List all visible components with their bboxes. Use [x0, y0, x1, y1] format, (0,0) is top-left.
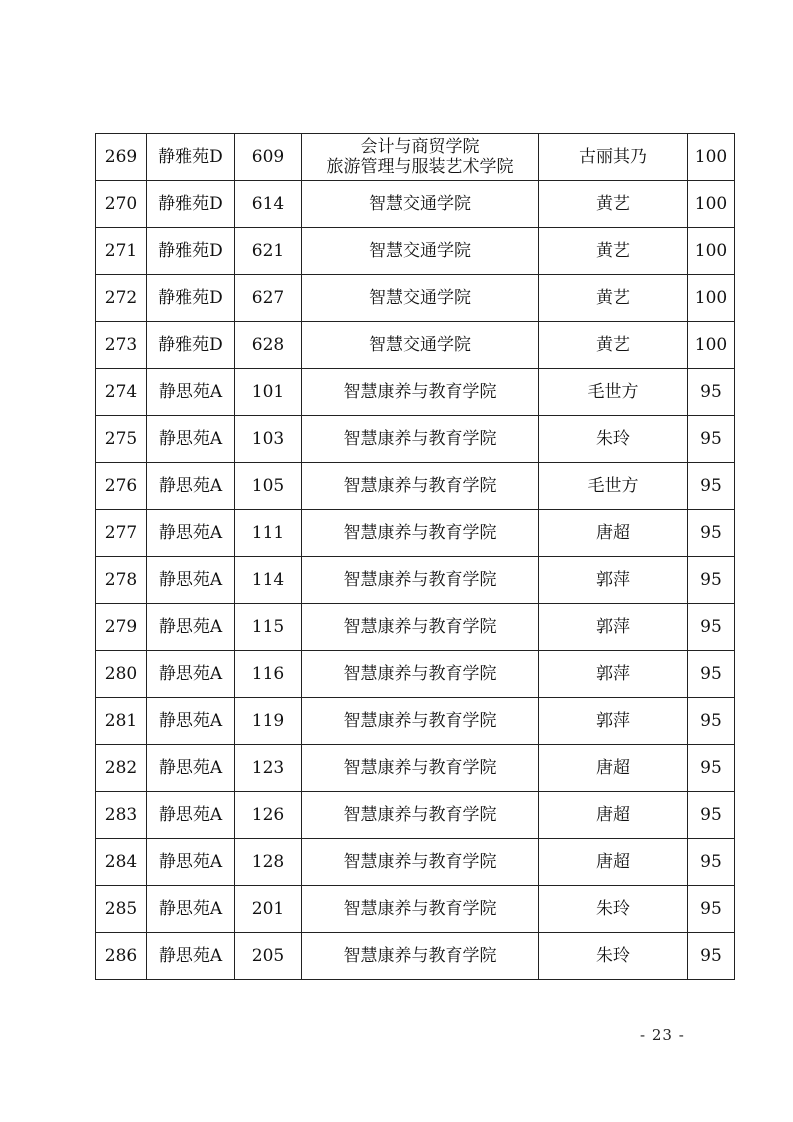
- row-number-cell: 282: [96, 745, 147, 792]
- room-cell: 201: [235, 886, 302, 933]
- building-cell: 静思苑A: [147, 651, 235, 698]
- department-cell: [302, 275, 539, 322]
- department-name: 智慧康养与教育学院: [343, 805, 497, 825]
- department-name: 智慧交通学院: [369, 288, 471, 308]
- building-cell: 静雅苑D: [147, 228, 235, 275]
- building-cell: 静雅苑D: [147, 275, 235, 322]
- row-number-cell: 275: [96, 416, 147, 463]
- department-cell: [302, 134, 539, 181]
- department-name: 智慧康养与教育学院: [343, 711, 497, 731]
- department-name: 智慧康养与教育学院: [343, 382, 497, 402]
- department-cell: [302, 792, 539, 839]
- department-name: 智慧交通学院: [369, 194, 471, 214]
- department-name: 智慧康养与教育学院: [343, 570, 497, 590]
- building-cell: 静思苑A: [147, 369, 235, 416]
- person-cell: 唐超: [539, 745, 688, 792]
- department-name: 智慧康养与教育学院: [343, 758, 497, 778]
- dormitory-score-table: [95, 133, 735, 980]
- department-cell: [302, 886, 539, 933]
- room-cell: 116: [235, 651, 302, 698]
- person-cell: 唐超: [539, 792, 688, 839]
- row-number-cell: 271: [96, 228, 147, 275]
- row-number-cell: 277: [96, 510, 147, 557]
- row-number-cell: 276: [96, 463, 147, 510]
- person-cell: 朱玲: [539, 886, 688, 933]
- building-cell: 静雅苑D: [147, 181, 235, 228]
- score-cell: 95: [688, 745, 735, 792]
- table-row: [96, 839, 735, 886]
- score-cell: 95: [688, 886, 735, 933]
- person-cell: 毛世方: [539, 369, 688, 416]
- row-number-cell: 281: [96, 698, 147, 745]
- person-cell: 郭萍: [539, 651, 688, 698]
- department-name: 智慧康养与教育学院: [343, 617, 497, 637]
- department-cell: [302, 745, 539, 792]
- table-row: [96, 228, 735, 275]
- person-cell: 黄艺: [539, 275, 688, 322]
- table-row: [96, 604, 735, 651]
- building-cell: 静思苑A: [147, 933, 235, 980]
- score-cell: 95: [688, 463, 735, 510]
- person-cell: 郭萍: [539, 698, 688, 745]
- building-cell: 静思苑A: [147, 463, 235, 510]
- table-row: [96, 698, 735, 745]
- room-cell: 627: [235, 275, 302, 322]
- building-cell: 静思苑A: [147, 557, 235, 604]
- building-cell: 静思苑A: [147, 886, 235, 933]
- table-row: [96, 886, 735, 933]
- table-row: [96, 792, 735, 839]
- department-cell: [302, 839, 539, 886]
- table-row: [96, 557, 735, 604]
- row-number-cell: 274: [96, 369, 147, 416]
- department-cell: [302, 510, 539, 557]
- department-name: 会计与商贸学院: [360, 137, 480, 157]
- table-row: [96, 416, 735, 463]
- row-number-cell: 280: [96, 651, 147, 698]
- building-cell: 静思苑A: [147, 604, 235, 651]
- score-cell: 95: [688, 604, 735, 651]
- room-cell: 128: [235, 839, 302, 886]
- score-cell: 100: [688, 275, 735, 322]
- building-cell: 静思苑A: [147, 839, 235, 886]
- score-cell: 95: [688, 651, 735, 698]
- score-cell: 100: [688, 228, 735, 275]
- room-cell: 126: [235, 792, 302, 839]
- department-cell: [302, 322, 539, 369]
- row-number-cell: 269: [96, 134, 147, 181]
- room-cell: 105: [235, 463, 302, 510]
- department-cell: [302, 181, 539, 228]
- row-number-cell: 278: [96, 557, 147, 604]
- room-cell: 609: [235, 134, 302, 181]
- department-cell: [302, 416, 539, 463]
- room-cell: 111: [235, 510, 302, 557]
- person-cell: 古丽其乃: [539, 134, 688, 181]
- building-cell: 静思苑A: [147, 416, 235, 463]
- table-row: [96, 745, 735, 792]
- department-name: 智慧康养与教育学院: [343, 946, 497, 966]
- table-row: [96, 463, 735, 510]
- building-cell: 静雅苑D: [147, 322, 235, 369]
- table-row: [96, 181, 735, 228]
- room-cell: 114: [235, 557, 302, 604]
- table-row: [96, 510, 735, 557]
- score-cell: 95: [688, 698, 735, 745]
- table-row: [96, 933, 735, 980]
- person-cell: 朱玲: [539, 416, 688, 463]
- score-cell: 100: [688, 134, 735, 181]
- row-number-cell: 279: [96, 604, 147, 651]
- score-cell: 95: [688, 839, 735, 886]
- room-cell: 123: [235, 745, 302, 792]
- row-number-cell: 270: [96, 181, 147, 228]
- department-name: 智慧交通学院: [369, 241, 471, 261]
- department-cell: [302, 557, 539, 604]
- table-body: [96, 134, 735, 980]
- table-row: [96, 322, 735, 369]
- score-cell: 95: [688, 792, 735, 839]
- department-name-secondary: 旅游管理与服装艺术学院: [326, 157, 514, 177]
- department-cell: [302, 651, 539, 698]
- table-row: [96, 651, 735, 698]
- person-cell: 黄艺: [539, 228, 688, 275]
- room-cell: 103: [235, 416, 302, 463]
- department-cell: [302, 228, 539, 275]
- building-cell: 静思苑A: [147, 510, 235, 557]
- row-number-cell: 284: [96, 839, 147, 886]
- department-name: 智慧交通学院: [369, 335, 471, 355]
- building-cell: 静思苑A: [147, 792, 235, 839]
- building-cell: 静思苑A: [147, 698, 235, 745]
- building-cell: 静雅苑D: [147, 134, 235, 181]
- page-number: - 23 -: [640, 1026, 685, 1044]
- person-cell: 黄艺: [539, 322, 688, 369]
- department-name: 智慧康养与教育学院: [343, 664, 497, 684]
- department-cell: [302, 698, 539, 745]
- row-number-cell: 285: [96, 886, 147, 933]
- person-cell: 郭萍: [539, 557, 688, 604]
- person-cell: 毛世方: [539, 463, 688, 510]
- department-name: 智慧康养与教育学院: [343, 852, 497, 872]
- row-number-cell: 272: [96, 275, 147, 322]
- person-cell: 黄艺: [539, 181, 688, 228]
- row-number-cell: 286: [96, 933, 147, 980]
- room-cell: 101: [235, 369, 302, 416]
- person-cell: 郭萍: [539, 604, 688, 651]
- row-number-cell: 283: [96, 792, 147, 839]
- score-cell: 100: [688, 181, 735, 228]
- building-cell: 静思苑A: [147, 745, 235, 792]
- score-cell: 100: [688, 322, 735, 369]
- score-cell: 95: [688, 557, 735, 604]
- score-cell: 95: [688, 369, 735, 416]
- room-cell: 119: [235, 698, 302, 745]
- room-cell: 205: [235, 933, 302, 980]
- person-cell: 唐超: [539, 839, 688, 886]
- person-cell: 唐超: [539, 510, 688, 557]
- room-cell: 115: [235, 604, 302, 651]
- table-row: [96, 134, 735, 181]
- room-cell: 614: [235, 181, 302, 228]
- department-cell: [302, 604, 539, 651]
- department-name: 智慧康养与教育学院: [343, 899, 497, 919]
- score-cell: 95: [688, 416, 735, 463]
- department-name: 智慧康养与教育学院: [343, 523, 497, 543]
- person-cell: 朱玲: [539, 933, 688, 980]
- table-row: [96, 275, 735, 322]
- row-number-cell: 273: [96, 322, 147, 369]
- department-cell: [302, 933, 539, 980]
- department-cell: [302, 463, 539, 510]
- room-cell: 628: [235, 322, 302, 369]
- department-name: 智慧康养与教育学院: [343, 429, 497, 449]
- room-cell: 621: [235, 228, 302, 275]
- department-cell: [302, 369, 539, 416]
- score-cell: 95: [688, 510, 735, 557]
- department-name: 智慧康养与教育学院: [343, 476, 497, 496]
- table-row: [96, 369, 735, 416]
- score-cell: 95: [688, 933, 735, 980]
